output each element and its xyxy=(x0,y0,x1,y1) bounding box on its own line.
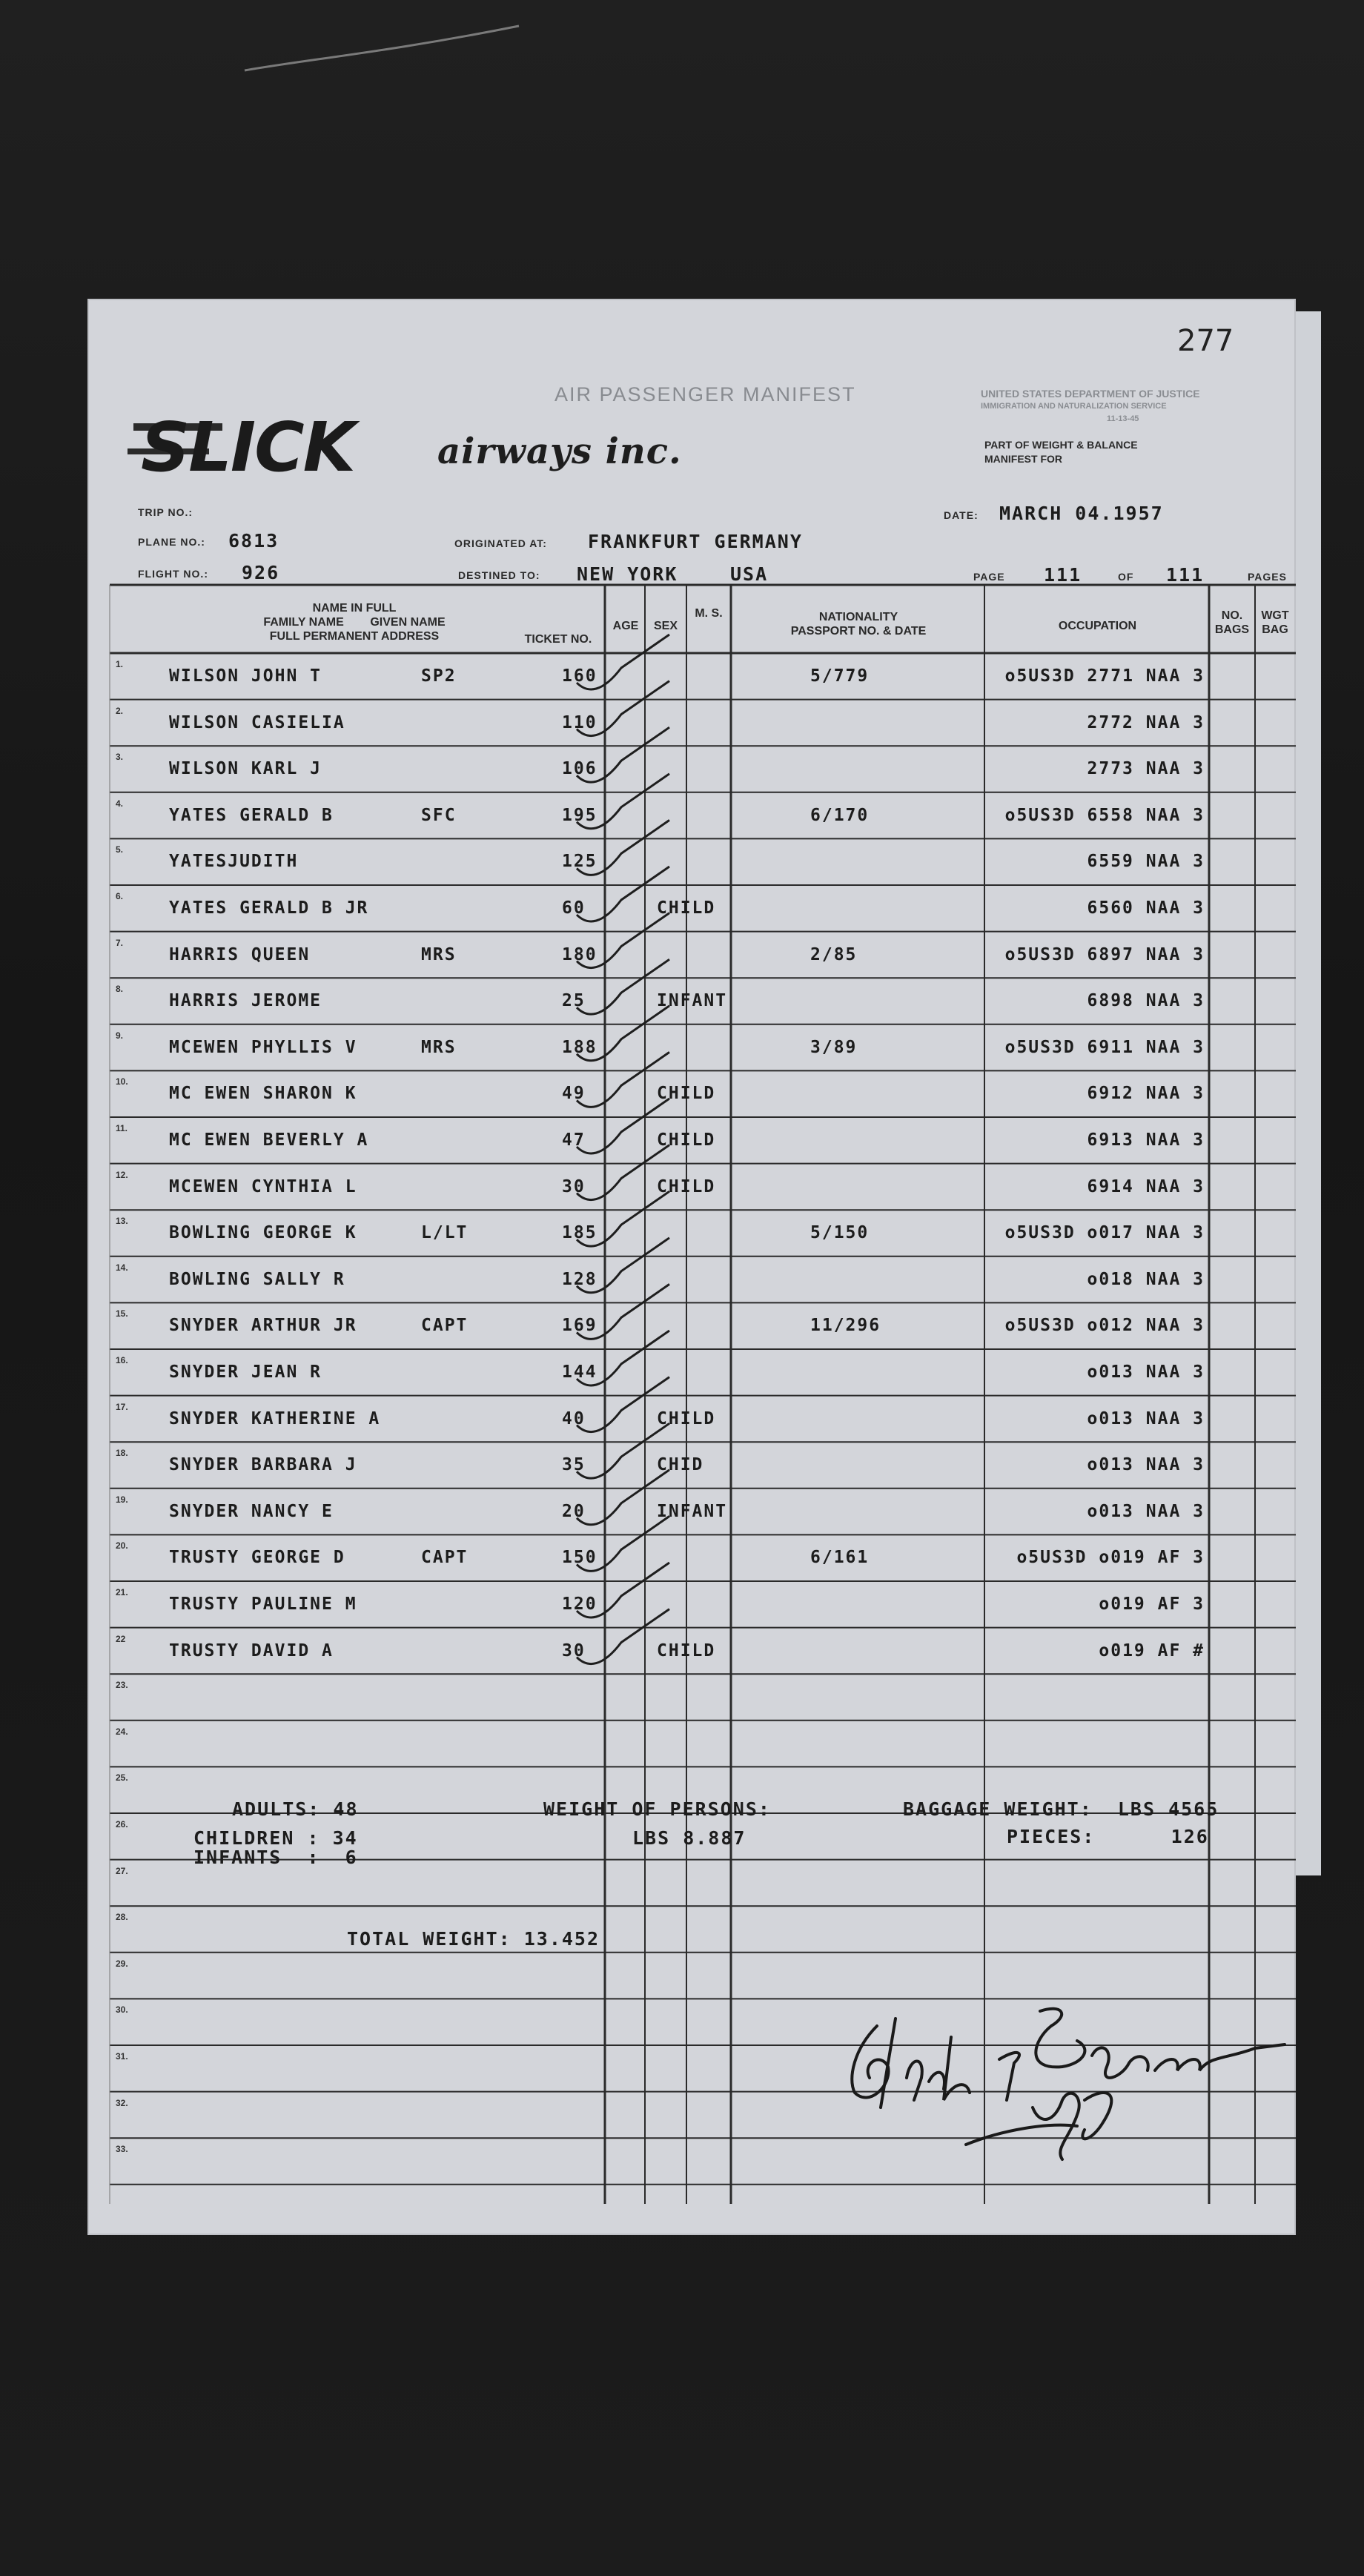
row-number: 29. xyxy=(116,1958,128,1969)
header-name xyxy=(199,601,510,643)
passenger-rank: MRS xyxy=(421,944,457,964)
occupation-code: o5US3D 2771 NAA 3 xyxy=(1004,666,1205,686)
of-label: OF xyxy=(1118,571,1134,583)
occupation-code: 2773 NAA 3 xyxy=(1087,759,1205,779)
row-number: 21. xyxy=(116,1587,128,1597)
adults-total: ADULTS: 48 xyxy=(232,1798,359,1820)
passenger-rank: SP2 xyxy=(421,666,457,686)
occupation-code: o019 AF # xyxy=(1099,1640,1205,1661)
row-number: 9. xyxy=(116,1030,124,1041)
header-bags: NO. BAGS xyxy=(1214,609,1250,636)
passenger-name: SNYDER KATHERINE A xyxy=(169,1408,381,1428)
passenger-category: CHID xyxy=(657,1455,704,1475)
occupation-code: o013 NAA 3 xyxy=(1087,1408,1205,1428)
ticket-number: 180 xyxy=(562,944,597,964)
ticket-number: 195 xyxy=(562,805,597,825)
row-number: 17. xyxy=(116,1401,128,1412)
row-number: 30. xyxy=(116,2004,128,2016)
ticket-number: 160 xyxy=(562,666,597,686)
passport-info: 2/85 xyxy=(810,944,858,964)
passenger-category: CHILD xyxy=(657,1176,716,1196)
header-nationality xyxy=(736,610,981,638)
passport-info: 11/296 xyxy=(810,1316,881,1336)
ticket-number: 35 xyxy=(562,1455,586,1475)
row-number: 26. xyxy=(116,1819,128,1830)
occupation-code: o018 NAA 3 xyxy=(1087,1269,1205,1289)
occupation-code: 6898 NAA 3 xyxy=(1087,991,1205,1011)
row-number: 7. xyxy=(116,937,124,948)
passenger-category: INFANT xyxy=(657,991,728,1011)
header-name-line-1: NAME IN FULL xyxy=(312,602,397,615)
form-code: 11-13-45 xyxy=(1107,414,1139,423)
flight-label: FLIGHT NO.: xyxy=(138,568,208,580)
passenger-rank: SFC xyxy=(421,805,457,825)
occupation-code: 6912 NAA 3 xyxy=(1087,1084,1205,1104)
occupation-code: o5US3D o019 AF 3 xyxy=(1016,1548,1205,1568)
destined-label: DESTINED TO: xyxy=(458,569,540,581)
ticket-number: 144 xyxy=(562,1363,597,1382)
row-number: 23. xyxy=(116,1680,128,1691)
passenger-category: CHILD xyxy=(657,1084,716,1104)
passenger-category: CHILD xyxy=(657,1408,716,1428)
agency-line-1: UNITED STATES DEPARTMENT OF JUSTICE xyxy=(981,388,1200,400)
passenger-name: MC EWEN SHARON K xyxy=(169,1084,357,1104)
flight-number: 926 xyxy=(242,562,280,583)
passenger-rank: MRS xyxy=(421,1037,457,1057)
row-number: 14. xyxy=(116,1262,128,1273)
header-name-line-2: FAMILY NAME GIVEN NAME xyxy=(263,616,446,629)
row-number: 27. xyxy=(116,1865,128,1876)
ticket-number: 60 xyxy=(562,898,586,918)
passenger-category: CHILD xyxy=(657,1130,716,1150)
passenger-name: SNYDER ARTHUR JR xyxy=(169,1316,357,1336)
occupation-code: 6559 NAA 3 xyxy=(1087,852,1205,872)
occupation-code: 6560 NAA 3 xyxy=(1087,898,1205,918)
row-number: 1. xyxy=(116,659,124,669)
date: MARCH 04.1957 xyxy=(999,503,1164,524)
logo-brand: SLICK xyxy=(141,408,354,484)
ticket-number: 128 xyxy=(562,1269,597,1289)
children-total: CHILDREN : 34 xyxy=(193,1827,358,1849)
row-number: 16. xyxy=(116,1355,128,1365)
ticket-number: 40 xyxy=(562,1408,586,1428)
row-number: 25. xyxy=(116,1772,128,1784)
row-number: 13. xyxy=(116,1216,128,1227)
occupation-code: 6913 NAA 3 xyxy=(1087,1130,1205,1150)
passenger-name: TRUSTY PAULINE M xyxy=(169,1595,357,1614)
infants-total: INFANTS : 6 xyxy=(193,1847,358,1868)
occupation-code: o013 NAA 3 xyxy=(1087,1455,1205,1475)
row-number: 22 xyxy=(116,1633,126,1644)
weight-persons-value: LBS 8.887 xyxy=(632,1827,746,1849)
trip-label: TRIP NO.: xyxy=(138,506,193,518)
header-occupation: OCCUPATION xyxy=(1058,620,1137,632)
ticket-number: 125 xyxy=(562,852,597,872)
occupation-code: o5US3D o012 NAA 3 xyxy=(1004,1316,1205,1336)
ticket-number: 49 xyxy=(562,1084,586,1104)
weight-persons-label: WEIGHT OF PERSONS: xyxy=(543,1798,771,1820)
passport-info: 6/161 xyxy=(810,1548,870,1568)
passport-info: 3/89 xyxy=(810,1037,858,1057)
manifest-grid xyxy=(87,299,1296,2235)
header-ticket: TICKET NO. xyxy=(524,633,592,646)
passenger-name: SNYDER BARBARA J xyxy=(169,1455,357,1475)
passenger-name: YATES GERALD B JR xyxy=(169,898,369,918)
ticket-number: 120 xyxy=(562,1595,597,1614)
header-name-line-3: FULL PERMANENT ADDRESS xyxy=(269,630,440,643)
ticket-number: 25 xyxy=(562,991,586,1011)
ticket-number: 30 xyxy=(562,1640,586,1661)
row-number: 6. xyxy=(116,891,124,901)
passenger-name: SNYDER JEAN R xyxy=(169,1363,322,1382)
passenger-category: CHILD xyxy=(657,1640,716,1661)
ticket-number: 20 xyxy=(562,1501,586,1521)
total-weight: TOTAL WEIGHT: 13.452 xyxy=(347,1928,600,1950)
row-number: 32. xyxy=(116,2097,128,2108)
passenger-name: TRUSTY GEORGE D xyxy=(169,1548,345,1568)
row-number: 31. xyxy=(116,2051,128,2062)
row-number: 15. xyxy=(116,1308,128,1320)
passenger-name: WILSON JOHN T xyxy=(169,666,322,686)
occupation-code: o019 AF 3 xyxy=(1099,1595,1205,1614)
occupation-code: o5US3D o017 NAA 3 xyxy=(1004,1223,1205,1243)
form-title: AIR PASSENGER MANIFEST xyxy=(554,383,856,405)
signature xyxy=(840,1996,1322,2174)
agency-line-2: IMMIGRATION AND NATURALIZATION SERVICE xyxy=(981,402,1167,411)
destined-country: USA xyxy=(730,563,769,585)
page-number: 277 xyxy=(1177,324,1234,358)
passenger-name: HARRIS JEROME xyxy=(169,991,322,1011)
passenger-name: BOWLING GEORGE K xyxy=(169,1223,357,1243)
plane-number: 6813 xyxy=(228,530,279,552)
scan-streak xyxy=(241,22,523,74)
passport-info: 5/150 xyxy=(810,1223,870,1243)
occupation-code: o013 NAA 3 xyxy=(1087,1501,1205,1521)
passenger-name: TRUSTY DAVID A xyxy=(169,1640,334,1661)
passenger-name: WILSON CASIELIA xyxy=(169,712,345,732)
row-number: 24. xyxy=(116,1726,128,1737)
page-value: 111 xyxy=(1044,564,1082,586)
row-number: 33. xyxy=(116,2144,128,2155)
occupation-code: o5US3D 6558 NAA 3 xyxy=(1004,805,1205,825)
row-number: 19. xyxy=(116,1494,128,1505)
occupation-code: o5US3D 6911 NAA 3 xyxy=(1004,1037,1205,1057)
occupation-code: o5US3D 6897 NAA 3 xyxy=(1004,944,1205,964)
row-number: 8. xyxy=(116,984,124,995)
passenger-rank: CAPT xyxy=(421,1316,469,1336)
passenger-name: HARRIS QUEEN xyxy=(169,944,311,964)
passport-info: 6/170 xyxy=(810,805,870,825)
originated-at: FRANKFURT GERMANY xyxy=(588,531,803,552)
part-note-line-1: PART OF WEIGHT & BALANCE xyxy=(984,439,1138,451)
row-number: 10. xyxy=(116,1076,128,1087)
occupation-code: 2772 NAA 3 xyxy=(1087,712,1205,732)
row-number: 18. xyxy=(116,1448,128,1459)
ticket-number: 106 xyxy=(562,759,597,779)
row-number: 28. xyxy=(116,1912,128,1923)
passport-info: 5/779 xyxy=(810,666,870,686)
passenger-name: MCEWEN CYNTHIA L xyxy=(169,1176,357,1196)
header-sex: SEX xyxy=(653,620,678,632)
row-number: 12. xyxy=(116,1169,128,1180)
header-nationality-line-2: PASSPORT NO. & DATE xyxy=(790,625,927,638)
passenger-name: MC EWEN BEVERLY A xyxy=(169,1130,369,1150)
part-note-line-2: MANIFEST FOR xyxy=(984,453,1062,465)
passenger-category: INFANT xyxy=(657,1501,728,1521)
occupation-code: o013 NAA 3 xyxy=(1087,1363,1205,1382)
passenger-name: YATES GERALD B xyxy=(169,805,334,825)
occupation-code: 6914 NAA 3 xyxy=(1087,1176,1205,1196)
destined-city: NEW YORK xyxy=(577,563,678,585)
ticket-number: 150 xyxy=(562,1548,597,1568)
passenger-name: MCEWEN PHYLLIS V xyxy=(169,1037,357,1057)
header-ms: M. S. xyxy=(695,607,723,620)
passenger-rank: L/LT xyxy=(421,1223,469,1243)
of-value: 111 xyxy=(1166,564,1205,586)
row-number: 5. xyxy=(116,844,124,855)
logo-tail: airways inc. xyxy=(437,431,682,472)
passenger-rank: CAPT xyxy=(421,1548,469,1568)
row-number: 20. xyxy=(116,1540,128,1552)
plane-label: PLANE NO.: xyxy=(138,536,205,548)
passenger-name: BOWLING SALLY R xyxy=(169,1269,345,1289)
ticket-number: 188 xyxy=(562,1037,597,1057)
passenger-category: CHILD xyxy=(657,898,716,918)
passenger-name: WILSON KARL J xyxy=(169,759,322,779)
row-number: 4. xyxy=(116,798,124,809)
ticket-number: 47 xyxy=(562,1130,586,1150)
manifest-page xyxy=(87,299,1296,2235)
baggage-pieces: PIECES: 126 xyxy=(1007,1826,1209,1847)
ticket-number: 30 xyxy=(562,1176,586,1196)
ticket-number: 169 xyxy=(562,1316,597,1336)
baggage-weight: BAGGAGE WEIGHT: LBS 4565 xyxy=(903,1798,1219,1820)
header-age: AGE xyxy=(612,620,639,632)
ticket-number: 185 xyxy=(562,1223,597,1243)
date-label: DATE: xyxy=(944,509,979,521)
passenger-name: SNYDER NANCY E xyxy=(169,1501,334,1521)
originated-label: ORIGINATED AT: xyxy=(454,537,547,549)
row-number: 2. xyxy=(116,705,124,716)
page-label: PAGE xyxy=(973,571,1005,583)
header-wgt: WGT BAG xyxy=(1261,609,1289,636)
header-nationality-line-1: NATIONALITY xyxy=(818,611,898,623)
passenger-name: YATESJUDITH xyxy=(169,852,299,872)
row-number: 11. xyxy=(116,1123,128,1133)
row-number: 3. xyxy=(116,752,124,763)
pages-label: PAGES xyxy=(1248,571,1287,583)
ticket-number: 110 xyxy=(562,712,597,732)
